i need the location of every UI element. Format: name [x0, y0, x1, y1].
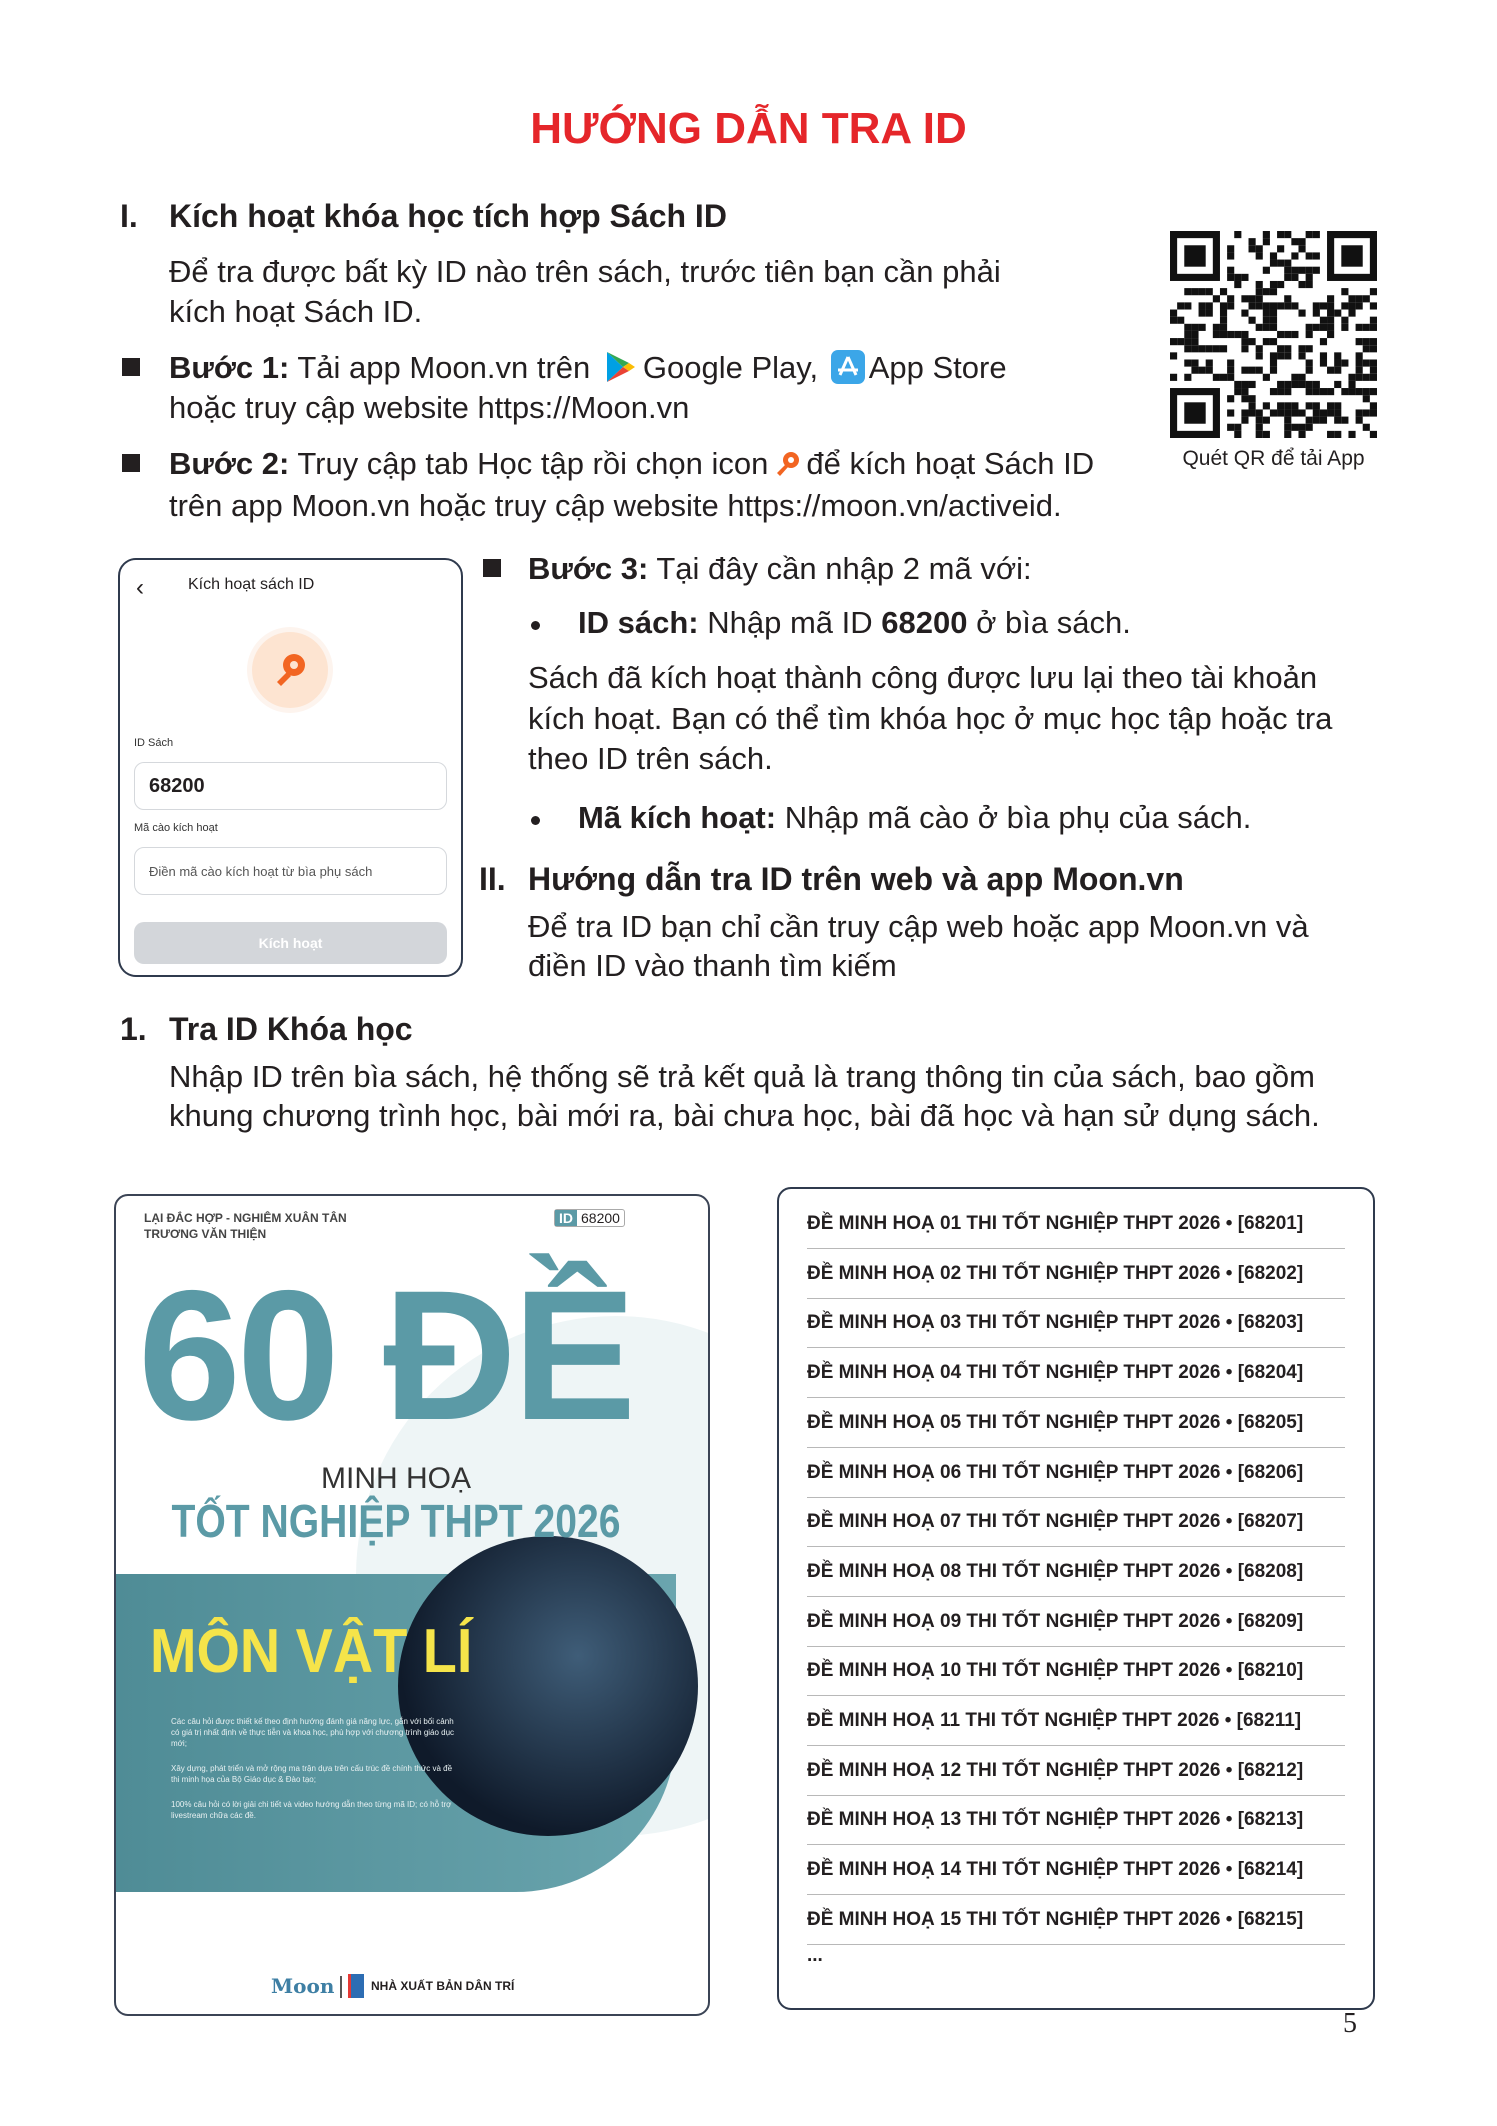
bullet-square: [122, 454, 140, 472]
back-chevron-icon[interactable]: ‹: [136, 574, 144, 601]
id-instruction: ID sách: Nhập mã ID 68200 ở bìa sách.: [578, 605, 1131, 640]
cover-minh-hoa: MINH HOẠ: [321, 1462, 471, 1495]
list-item[interactable]: ĐỀ MINH HOẠ 08 THI TỐT NGHIỆP THPT 2026 • [68208]: [807, 1547, 1345, 1597]
para-line: kích hoạt. Bạn có thể tìm khóa học ở mục học tập hoặc tra: [528, 701, 1333, 736]
page-title: HƯỚNG DẪN TRA ID: [530, 104, 967, 153]
moon-logo: Moon: [271, 1974, 335, 1998]
list-item[interactable]: ĐỀ MINH HOẠ 06 THI TỐT NGHIỆP THPT 2026 • [68206]: [807, 1448, 1345, 1498]
cover-subject: MÔN VẬT LÍ: [150, 1617, 473, 1686]
app-store-icon: [831, 350, 865, 384]
authors: LẠI ĐẮC HỢP - NGHIÊM XUÂN TÂN TRƯƠNG VĂN THIỆN: [144, 1211, 347, 1241]
para-line: theo ID trên sách.: [528, 741, 773, 776]
code-input[interactable]: Điền mã cào kích hoạt từ bìa phụ sách: [134, 847, 447, 895]
publisher-logo-icon: [348, 1974, 364, 1998]
step-2-line2: trên app Moon.vn hoặc truy cập website https://moon.vn/activeid.: [169, 488, 1062, 523]
qr-code: [1170, 231, 1377, 438]
list-item[interactable]: ĐỀ MINH HOẠ 13 THI TỐT NGHIỆP THPT 2026 • [68213]: [807, 1795, 1345, 1845]
subsection-heading: Tra ID Khóa học: [169, 1011, 413, 1047]
cover-features: Các câu hỏi được thiết kế theo định hướng đánh giá năng lực, gắn với bối cảnh có giá trị nhất định về thực tiễn và khoa học, phù hợp với chương trình giáo dục mới; Xây dựng, phát triển và mở rộng ma trận dựa trên cấu trúc đề chính thức và đề thi minh họa của Bộ Giáo dục & Đào tạo; 100% câu hỏi có lời giải chi tiết và video hướng dẫn theo từng mã ID; có hỗ trợ livestream chữa các đề.: [171, 1717, 455, 1820]
list-item[interactable]: ĐỀ MINH HOẠ 01 THI TỐT NGHIỆP THPT 2026 • [68201]: [807, 1199, 1345, 1249]
section-2-line: Để tra ID bạn chỉ cần truy cập web hoặc app Moon.vn và: [528, 909, 1309, 944]
intro-line: Để tra được bất kỳ ID nào trên sách, trước tiên bạn cần phải: [169, 254, 1001, 289]
activate-button[interactable]: Kích hoạt: [134, 922, 447, 964]
section-2-heading: Hướng dẫn tra ID trên web và app Moon.vn: [528, 861, 1184, 897]
screen-title: Kích hoạt sách ID: [188, 576, 315, 593]
google-play-icon: [605, 350, 637, 384]
step-1-line2: hoặc truy cập website https://Moon.vn: [169, 390, 690, 425]
id-tag: ID 68200: [554, 1209, 625, 1227]
phone-mockup-activate-book: [118, 558, 463, 977]
publisher-name: NHÀ XUẤT BẢN DÂN TRÍ: [371, 1979, 515, 1993]
list-item[interactable]: ĐỀ MINH HOẠ 07 THI TỐT NGHIỆP THPT 2026 • [68207]: [807, 1497, 1345, 1547]
id-label: ID Sách: [134, 737, 174, 749]
list-item[interactable]: ĐỀ MINH HOẠ 14 THI TỐT NGHIỆP THPT 2026 • [68214]: [807, 1845, 1345, 1895]
list-item[interactable]: ĐỀ MINH HOẠ 09 THI TỐT NGHIỆP THPT 2026 • [68209]: [807, 1597, 1345, 1647]
list-item[interactable]: ĐỀ MINH HOẠ 12 THI TỐT NGHIỆP THPT 2026 • [68212]: [807, 1746, 1345, 1796]
subsection-line: Nhập ID trên bìa sách, hệ thống sẽ trả kết quả là trang thông tin của sách, bao gồm: [169, 1059, 1316, 1094]
para-line: Sách đã kích hoạt thành công được lưu lại theo tài khoản: [528, 660, 1318, 695]
code-instruction: Mã kích hoạt: Nhập mã cào ở bìa phụ của sách.: [578, 800, 1252, 835]
list-item[interactable]: ĐỀ MINH HOẠ 05 THI TỐT NGHIỆP THPT 2026 • [68205]: [807, 1398, 1345, 1448]
list-more: ...: [807, 1945, 823, 1966]
section-2-line: điền ID vào thanh tìm kiếm: [528, 948, 897, 983]
list-item[interactable]: ĐỀ MINH HOẠ 02 THI TỐT NGHIỆP THPT 2026 • [68202]: [807, 1249, 1345, 1299]
section-1-heading: Kích hoạt khóa học tích hợp Sách ID: [169, 198, 727, 234]
subsection-number: 1.: [120, 1011, 147, 1047]
page-number: 5: [1343, 2008, 1357, 2039]
bullet-dot: [531, 816, 540, 825]
code-label: Mã cào kích hoạt: [134, 822, 218, 834]
id-list-panel: [777, 1187, 1375, 2010]
section-2-number: II.: [479, 861, 506, 897]
section-1-number: I.: [120, 198, 138, 234]
list-item[interactable]: ĐỀ MINH HOẠ 11 THI TỐT NGHIỆP THPT 2026 • [68211]: [807, 1696, 1345, 1746]
subsection-line: khung chương trình học, bài mới ra, bài chưa học, bài đã học và hạn sử dụng sách.: [169, 1098, 1320, 1133]
key-icon: [772, 449, 802, 479]
step-2: Bước 2: Truy cập tab Học tập rồi chọn icon để kích hoạt Sách ID: [169, 446, 1095, 481]
step-3: Bước 3: Tại đây cần nhập 2 mã với:: [528, 551, 1032, 586]
list-item[interactable]: ĐỀ MINH HOẠ 15 THI TỐT NGHIỆP THPT 2026 • [68215]: [807, 1895, 1345, 1945]
cover-exam: TỐT NGHIỆP THPT 2026: [171, 1495, 621, 1547]
key-icon: [252, 632, 328, 708]
intro-line: kích hoạt Sách ID.: [169, 294, 423, 329]
id-input[interactable]: 68200: [134, 762, 447, 810]
list-item[interactable]: ĐỀ MINH HOẠ 04 THI TỐT NGHIỆP THPT 2026 • [68204]: [807, 1348, 1345, 1398]
list-item[interactable]: ĐỀ MINH HOẠ 03 THI TỐT NGHIỆP THPT 2026 • [68203]: [807, 1298, 1345, 1348]
bullet-dot: [531, 621, 540, 630]
bullet-square: [483, 559, 501, 577]
cover-big-title: 60 ĐỀ: [138, 1253, 633, 1459]
book-cover: [114, 1194, 710, 2016]
qr-caption: Quét QR để tải App: [1182, 447, 1365, 470]
list-item[interactable]: ĐỀ MINH HOẠ 10 THI TỐT NGHIỆP THPT 2026 • [68210]: [807, 1646, 1345, 1696]
step-1: Bước 1: Tải app Moon.vn trên Google Play, App Store: [169, 350, 1007, 385]
bullet-square: [122, 358, 140, 376]
